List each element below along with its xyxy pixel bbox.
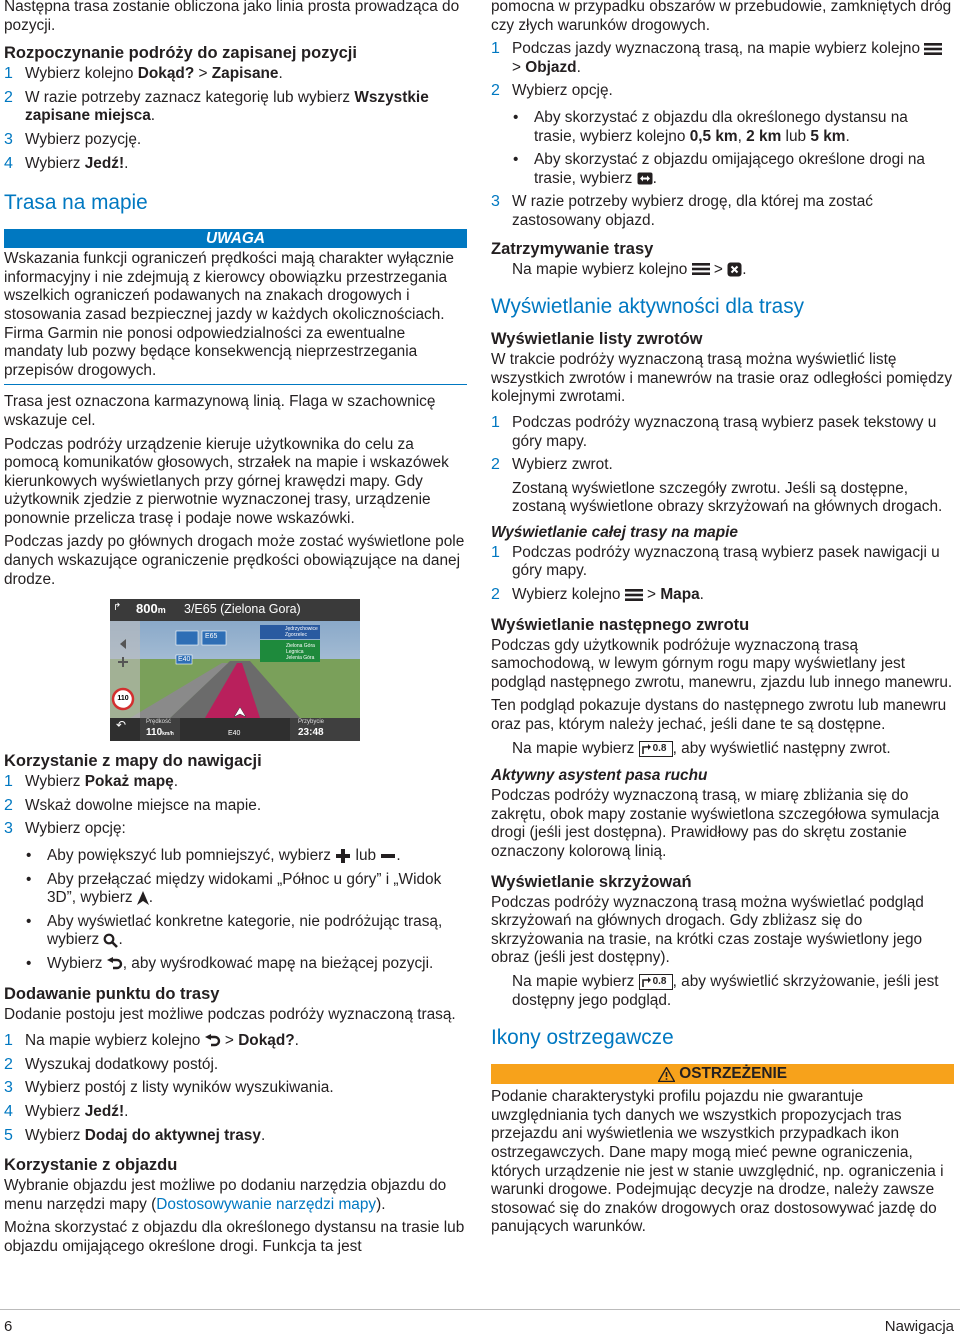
menu-icon xyxy=(924,42,942,56)
menu-jedz: Jedź! xyxy=(84,154,125,172)
sign-e40: E40 xyxy=(178,656,191,664)
step-add-2: 2 Wyszukaj dodatkowy postój. xyxy=(4,1055,219,1073)
bullet-center: • Wybierz , aby wyśrodkować mapę na bieżącej pozycji. xyxy=(4,955,467,974)
step-add-3: 3 Wybierz postój z listy wyników wyszukiwania. xyxy=(4,1079,334,1097)
section-title-junctions: Wyświetlanie skrzyżowań xyxy=(491,872,692,891)
bullet-view: • Aby przełączać między widokami „Północ u góry” i „Widok 3D”, wybierz . xyxy=(4,871,467,908)
lane-para: Podczas podróży wyznaczoną trasą, w miarę zbliżania się do zakrętu, obok mapy zostanie wyświetlona szczegółowa symulacja drogi (jeśli jest dostępna). Prawidłowy pas do skrętu zostanie oznaczony kolorową linią. xyxy=(491,787,940,860)
left-column xyxy=(4,0,467,1262)
warning-icon xyxy=(658,1067,675,1082)
junction-para-2: Na mapie wybierz 0.8 , aby wyświetlić skrzyżowanie, jeśli jest dostępny jego podgląd. xyxy=(512,972,939,1009)
route-para-3: Podczas jazdy po głównych drogach może zostać wyświetlone pole danych wskazujące ograniczenie prędkości obowiązujące na danej drodze. xyxy=(4,533,465,588)
section-title-add-point: Dodawanie punktu do trasy xyxy=(4,984,220,1003)
step-saved-3: 3 Wybierz pozycję. xyxy=(4,130,142,148)
map-distance: 800m xyxy=(136,601,166,617)
bullet-detour-roads: • Aby skorzystać z objazdu omijającego określone drogi na trasie, wybierz . xyxy=(491,151,954,188)
step-map-3: 3 Wybierz opcję: xyxy=(4,820,126,838)
step-turns-1: 1 Podczas podróży wyznaczoną trasą wybierz pasek tekstowy u góry mapy. xyxy=(491,413,937,450)
eta-label: Przybycie xyxy=(298,719,325,726)
section-title-lane-assist: Aktywny asystent pasa ruchu xyxy=(491,767,708,785)
detour-para-2: Można skorzystać z objazdu dla określonego dystansu na trasie lub objazdu omijającego określone drogi. Funkcja ta jest xyxy=(4,1219,465,1255)
step-saved-2: 2 W razie potrzeby zaznacz kategorię lub wybierz Wszystkie zapisane miejsca. xyxy=(4,88,429,125)
section-title-stop: Zatrzymywanie trasy xyxy=(491,239,654,258)
detour-para-1: Wybranie objazdu jest możliwe po dodaniu narzędzia objazdu do menu narzędzi mapy (Dostosowywanie narzędzi mapy). xyxy=(4,1177,447,1213)
map-screenshot xyxy=(110,599,360,741)
intro-text: Następna trasa zostanie obliczona jako linia prosta prowadząca do pozycji. xyxy=(4,0,460,34)
menu-jedz: Jedź! xyxy=(84,1102,125,1120)
minus-icon xyxy=(380,849,396,863)
bullet-detour-distance: • Aby skorzystać z objazdu dla określonego dystansu na trasie, wybierz kolejno 0,5 km, 2 km lub 5 km. xyxy=(491,109,954,146)
speed-label: Prędkość xyxy=(146,719,172,726)
link-customize-tools[interactable]: Dostosowywanie narzędzi mapy xyxy=(156,1195,377,1213)
route-para-1: Trasa jest oznaczona karmazynową linią. Flaga w szachownicę wskazuje cel. xyxy=(4,393,436,429)
back-arrow-icon xyxy=(107,957,123,971)
plus-icon xyxy=(335,849,351,863)
menu-dokad: Dokąd? xyxy=(238,1032,295,1050)
step-whole-2: 2 Wybierz kolejno > Mapa. xyxy=(491,586,704,604)
next-para-2: Ten podgląd pokazuje dystans do następnego zwrotu lub manewru oraz pas, którym należy jechać, jeśli dane te są dostępne. xyxy=(491,697,947,734)
menu-objazd: Objazd xyxy=(525,58,577,76)
section-title-warnings: Ikony ostrzegawcze xyxy=(491,1026,674,1050)
step-add-5: 5 Wybierz Dodaj do aktywnej trasy. xyxy=(4,1126,266,1144)
detour-roads-icon xyxy=(637,172,653,185)
footer-divider xyxy=(0,1309,960,1310)
menu-pokaz-mape: Pokaż mapę xyxy=(84,773,174,791)
note-label: UWAGA xyxy=(4,229,467,248)
menu-dokad: Dokąd? xyxy=(137,65,195,83)
speed-value: 110km/h xyxy=(146,727,174,739)
next-para-1: Podczas gdy użytkownik podróżuje wyznaczoną trasą samochodową, w lewym górnym rogu mapy wyświetlany jest podgląd następnego zwrotu, manewru, zjazdu lub innego manewru. xyxy=(491,636,953,691)
section-title-whole-route: Wyświetlanie całej trasy na mapie xyxy=(491,523,738,541)
menu-icon xyxy=(625,588,643,602)
section-title-activity: Wyświetlanie aktywności dla trasy xyxy=(491,295,805,319)
section-title-next-turn: Wyświetlanie następnego zwrotu xyxy=(491,615,750,634)
step-number: 3 xyxy=(4,130,13,148)
sign-line-2: Zgorzelec xyxy=(285,632,307,639)
warning-text: Podanie charakterystyki profilu pojazdu nie gwarantuje uwzględniania tych danych we wszystkich propozycjach tras przejazdu ani wyświetlenia we wszystkich przypadkach ikon ostrzegawczych. Dane mapy mogą mieć pewne ograniczenia, których urządzenie nie jest w stanie uwzględnić, np. ograniczenia i warunki drogowe. Podejmując decyzje na drodze, należy zawsze stosować się do znaków drogowych oraz dostosowywać jazdę do panujących warunków. xyxy=(491,1088,944,1236)
step-map-2: 2 Wskaż dowolne miejsce na mapie. xyxy=(4,796,262,814)
section-title-route-map: Trasa na mapie xyxy=(4,191,148,215)
note-body: Wskazania funkcji ograniczeń prędkości mają charakter wyłącznie informacyjny i nie zdejmują z kierowcy obowiązku przestrzegania wszelkich ograniczeń podawanych na znakach drogowych i stosowania zasad bezpiecznej jazdy w każdych okolicznościach. Firma Garmin nie ponosi odpowiedzialności za ewentualne mandaty lub pozwy będące konsekwencją nieprzestrzegania przepisów drogowych. xyxy=(4,250,467,385)
right-column xyxy=(491,0,954,1242)
section-title-detour: Korzystanie z objazdu xyxy=(4,1156,178,1175)
sign-line-5: Jelenia Góra xyxy=(286,655,315,662)
menu-icon xyxy=(692,262,710,276)
next-turn-icon: 0.8 xyxy=(639,974,673,990)
next-turn-icon: 0.8 xyxy=(639,741,673,757)
menu-dodaj-do-trasy: Dodaj do aktywnej trasy xyxy=(84,1126,261,1144)
search-icon xyxy=(103,933,118,948)
stop-text: Na mapie wybierz kolejno > . xyxy=(512,260,747,278)
sign-line-4: Legnica xyxy=(286,649,304,656)
eta-value: 23:48 xyxy=(298,727,324,739)
step-whole-1: 1 Podczas podróży wyznaczoną trasą wybierz pasek nawigacji u góry mapy. xyxy=(491,543,940,580)
north-arrow-icon xyxy=(137,891,149,905)
svg-text:↶: ↶ xyxy=(116,718,127,733)
junction-para: Podczas podróży wyznaczoną trasą można wyświetlać podgląd skrzyżowań na głównych drogach. Gdy zbliżasz się do skrzyżowania na trasie, na krótki czas zostaje wyświetlony jego obraz (jeśli jest dostępny). xyxy=(491,893,924,967)
next-para-3: Na mapie wybierz 0.8 , aby wyświetlić następny zwrot. xyxy=(512,739,891,757)
step-detour-2: 2 Wybierz opcję. xyxy=(491,82,613,100)
back-arrow-icon xyxy=(205,1034,221,1048)
map-road-name: 3/E65 (Zielona Gora) xyxy=(184,602,301,617)
step-number: 1 xyxy=(4,65,13,83)
sign-e65: E65 xyxy=(205,633,218,641)
step-detour-1: 1 Podczas jazdy wyznaczoną trasą, na mapie wybierz kolejno > Objazd. xyxy=(491,40,954,77)
add-point-intro: Dodanie postoju jest możliwe podczas podróży wyznaczoną trasą. xyxy=(4,1005,456,1023)
step-number: 4 xyxy=(4,154,13,172)
route-para-2: Podczas podróży urządzenie kieruje użytkownika do celu za pomocą komunikatów głosowych, strzałek na mapie i wskazówek kierunkowych wyświetlanych przy górnej krawędzi mapy. Gdy użytkownik zjedzie z pierwotnie wyznaczonej trasy, urządzenie ponownie przelicza trasę i podaje nowe wskazówki. xyxy=(4,435,449,527)
step-number: 2 xyxy=(4,88,13,106)
page-number: 6 xyxy=(4,1318,13,1335)
section-name: Nawigacja xyxy=(884,1318,954,1335)
step-detour-3: 3 W razie potrzeby wybierz drogę, dla której ma zostać zastosowany objazd. xyxy=(491,193,873,229)
sign-line-3: Zielona Góra xyxy=(286,643,315,650)
detour-continued: pomocna w przypadku obszarów w przebudowie, zamkniętych dróg czy złych warunków drogowych. xyxy=(491,0,952,34)
warning-label: OSTRZEŻENIE xyxy=(491,1064,954,1084)
step-map-1: 1 Wybierz Pokaż mapę. xyxy=(4,773,178,791)
turns-detail: Zostaną wyświetlone szczegóły zwrotu. Jeśli są dostępne, zostaną wyświetlone obrazy skrzyżowań na głównych drogach. xyxy=(512,479,943,516)
step-saved-1: 1 Wybierz kolejno Dokąd? > Zapisane. xyxy=(4,65,283,83)
speed-limit-sign: 110 xyxy=(117,695,129,703)
sign-line-1: Jędrzychowice xyxy=(285,626,318,633)
section-title-saved: Rozpoczynanie podróży do zapisanej pozycji xyxy=(4,44,357,63)
menu-mapa: Mapa xyxy=(660,586,700,604)
section-title-map-usage: Korzystanie z mapy do nawigacji xyxy=(4,752,262,771)
current-road: E40 xyxy=(228,730,241,738)
step-add-4: 4 Wybierz Jedź!. xyxy=(4,1102,129,1120)
stop-icon xyxy=(727,262,742,277)
step-turns-2: 2 Wybierz zwrot. xyxy=(491,456,613,474)
step-saved-4: 4 Wybierz Jedź!. xyxy=(4,154,129,172)
turns-intro: W trakcie podróży wyznaczoną trasą można wyświetlić listę wszystkich zwrotów i manewrów na trasie oraz odległości pomiędzy kolejnymi zwrotami. xyxy=(491,351,953,406)
menu-wszystkie: Wszystkie zapisane miejsca xyxy=(25,88,429,125)
menu-zapisane: Zapisane xyxy=(211,65,279,83)
bullet-zoom: • Aby powiększyć lub pomniejszyć, wybierz lub . xyxy=(4,847,467,866)
bullet-search: • Aby wyświetlać konkretne kategorie, nie podróżując trasą, wybierz . xyxy=(4,913,467,950)
step-add-1: 1 Na mapie wybierz kolejno > Dokąd?. xyxy=(4,1032,299,1050)
section-title-turns: Wyświetlanie listy zwrotów xyxy=(491,330,703,349)
svg-text:↱: ↱ xyxy=(113,602,122,614)
